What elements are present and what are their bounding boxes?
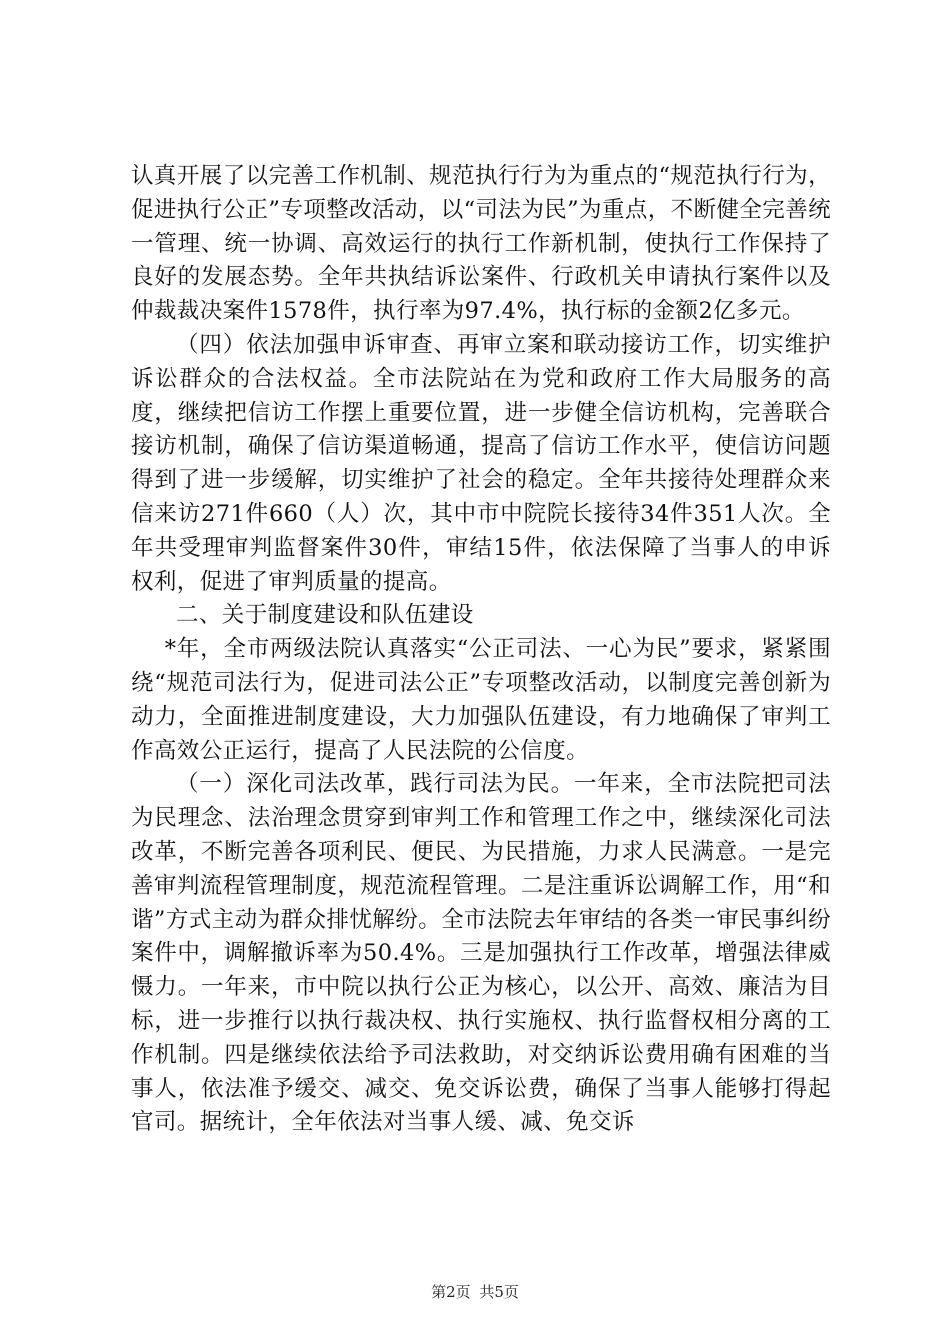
document-body xyxy=(131,160,831,1140)
paragraph-judicial-reform: （一）深化司法改革，践行司法为民。一年来，全市法院把司法为民理念、法治理念贯穿到审判工作和管理工作之中，继续深化司法改革，不断完善各项利民、便民、为民措施，力求人民满意。一是完善审判流程管理制度，规范流程管理。二是注重诉讼调解工作，用“和谐”方式主动为群众排忧解纷。全市法院去年审结的各类一审民事纠纷案件中，调解撤诉率为50.4%。三是加强执行工作改革，增强法律威慑力。一年来，市中院以执行公正为核心，以公开、高效、廉洁为目标，进一步推行以执行裁决权、执行实施权、执行监督权相分离的工作机制。四是继续依法给予司法救助，对交纳诉讼费用确有困难的当事人，依法准予缓交、减交、免交诉讼费，确保了当事人能够打得起官司。据统计，全年依法对当事人缓、减、免交诉 xyxy=(131,771,831,1136)
current-page-number: 第2页 xyxy=(431,1283,471,1301)
paragraph-execution-work: 认真开展了以完善工作机制、规范执行行为为重点的“规范执行行为，促进执行公正”专项整改活动，以“司法为民”为重点，不断健全完善统一管理、统一协调、高效运行的执行工作新机制，使执行工作保持了良好的发展态势。全年共执结诉讼案件、行政机关申请执行案件以及仲裁裁决案件1578件，执行率为97.4%，执行标的金额2亿多元。 xyxy=(131,163,831,325)
paragraph-institution-overview: *年，全市两级法院认真落实“公正司法、一心为民”要求，紧紧围绕“规范司法行为，促进司法公正”专项整改活动，以制度完善创新为动力，全面推进制度建设，大力加强队伍建设，有力地确保了审判工作高效公正运行，提高了人民法院的公信度。 xyxy=(131,636,831,764)
total-page-count: 共5页 xyxy=(479,1283,519,1301)
paragraph-petition-review: （四）依法加强申诉审查、再审立案和联动接访工作，切实维护诉讼群众的合法权益。全市法院站在为党和政府工作大局服务的高度，继续把信访工作摆上重要位置，进一步健全信访机构，完善联合接访机制，确保了信访渠道畅通，提高了信访工作水平，使信访问题得到了进一步缓解，切实维护了社会的稳定。全年共接待处理群众来信来访271件660（人）次，其中市中院院长接待34件351人次。全年共受理审判监督案件30件，审结15件，依法保障了当事人的申诉权利，促进了审判质量的提高。 xyxy=(131,331,831,595)
section-heading-institution-building: 二、关于制度建设和队伍建设 xyxy=(176,602,474,629)
page-footer xyxy=(0,1281,950,1302)
